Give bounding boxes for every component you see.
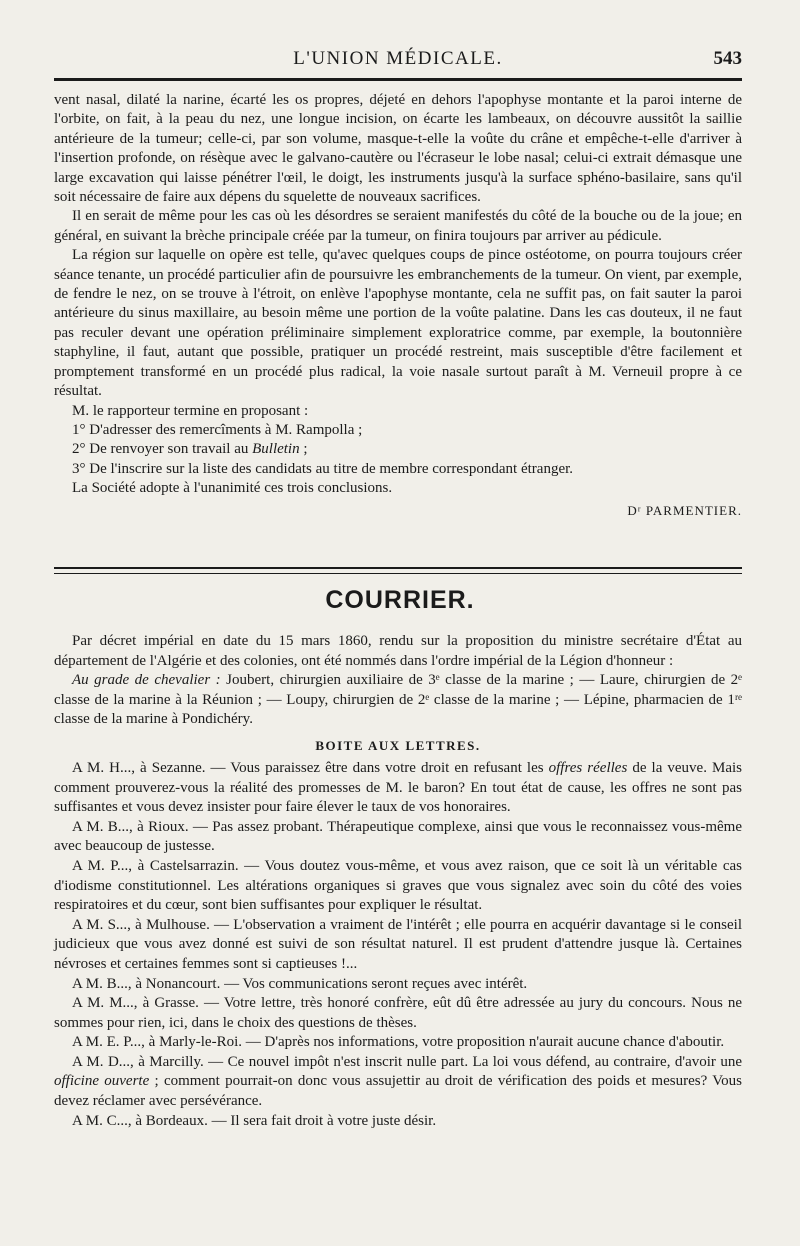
letter-mulhouse: A M. S..., à Mulhouse. — L'observation a vraiment de l'intérêt ; elle pourra en acquérir davantage si le conseil judicieux que vous avez donné est suivi de son résultat naturel. Il est prudent d'attendre jusque là. Certaines névroses et certaines femmes sont si captieuses !... (54, 916, 742, 972)
grade-paragraph: Au grade de chevalier : Joubert, chirurgien auxiliaire de 3ᵉ classe de la marine ; — Laure, chirurgien de 2ᵉ classe de la marine à la Réunion ; — Loupy, chirurgien de 2ᵉ classe de la marine ; — Lépine, pharmacien de 1ʳᵉ classe de la marine à Pondichéry. (54, 672, 742, 728)
officine-italic: officine ouverte (54, 1073, 150, 1090)
report-paragraph-1: vent nasal, dilaté la narine, écarté les os propres, déjeté en dehors l'apophyse montante et la paroi interne de l'orbite, on fait, à la peau du nez, une longue incision, on écarte les lambeaux, on découvre aussitôt la saillie antérieure de la tumeur; celle-ci, par son volume, masque-t-elle la voûte du crâne et empêche-t-elle d'arriver à l'insertion profonde, on résèque avec le galvano-cautère ou l'écraseur le lobe nasal; celui-ci extrait démasque une large excavation qui laisse pénétrer l'œil, le doigt, les instruments jusqu'à la surface sphéno-basilaire, sans qu'il soit nécessaire de faire aux dépens du squelette de nouveaux sacrifices. (54, 92, 742, 206)
header-rule (54, 78, 742, 81)
letter-sezanne: A M. H..., à Sezanne. — Vous paraissez être dans votre droit en refusant les offres réelles de la veuve. Mais comment prouverez-vous la réalité des promesses de M. le baron? En tout état de cause, les offres ne sont pas suffisantes et vous devez insister pour faire élever le taux de vos honoraires. (54, 759, 742, 816)
courrier-section (54, 632, 742, 1131)
report-proposal-intro: M. le rapporteur termine en proposant : (72, 402, 309, 419)
letter-nonancourt: A M. B..., à Nonancourt. — Vos communications seront reçues avec intérêt. (72, 975, 528, 992)
section-rule-thin (54, 573, 742, 574)
section-rule (54, 567, 742, 569)
boite-heading: BOITE AUX LETTRES. (315, 737, 481, 753)
signature: Dʳ PARMENTIER. (627, 502, 742, 518)
report-paragraph-2: Il en serait de même pour les cas où les désordres se seraient manifestés du côté de la bouche ou de la joue; en général, en suivant la brèche principale créée par la tumeur, on finira toujours par arriver au pédicule. (54, 208, 742, 244)
letter-bordeaux: A M. C..., à Bordeaux. — Il sera fait droit à votre juste désir. (72, 1112, 437, 1129)
grade-label: Au grade de chevalier : (72, 672, 221, 689)
letter-rioux: A M. B..., à Rioux. — Pas assez probant. Thérapeutique complexe, ainsi que vous le reconnaissez vous-même avec beaucoup de justesse. (54, 818, 742, 855)
letter-marcilly: A M. D..., à Marcilly. — Ce nouvel impôt n'est inscrit nulle part. La loi vous défend, au contraire, d'avoir une officine ouverte ; comment pourrait-on donc vous assujettir au droit de vérification des poids et mesures? Vous devez réclamer avec persévérance. (54, 1053, 742, 1110)
report-section (54, 91, 742, 519)
bulletin-italic: Bulletin (252, 441, 300, 458)
report-proposal-2: 2° De renvoyer son travail au Bulletin ; (72, 441, 308, 458)
letter-grasse: A M. M..., à Grasse. — Votre lettre, très honoré confrère, eût dû être adressée au jury du concours. Nous ne sommes pour rien, ici, dans le choix des questions de thèses. (54, 995, 742, 1031)
report-proposal-3: 3° De l'inscrire sur la liste des candidats au titre de membre correspondant étranger. (72, 460, 574, 477)
courrier-heading: COURRIER. (325, 586, 475, 614)
journal-title: L'UNION MÉDICALE. (293, 48, 503, 69)
report-adoption: La Société adopte à l'unanimité ces trois conclusions. (72, 480, 393, 497)
report-proposal-1: 1° D'adresser des remercîments à M. Rampolla ; (72, 421, 363, 438)
report-paragraph-3: La région sur laquelle on opère est telle, qu'avec quelques coups de pince ostéotome, on pourra toujours créer séance tenante, un procédé particulier afin de poursuivre les embranchements de la tumeur. On vient, par exemple, de fendre le nez, on se trouve à l'étroit, on enlève l'apophyse montante, cela ne suffit pas, on fait sauter la paroi antérieure du sinus maxillaire, au besoin même une portion de la voûte palatine. Dans les cas douteux, il ne faut pas reculer devant une opération préliminaire simplement exploratrice comme, par exemple, la boutonnière staphyline, il faut, autant que possible, pratiquer un procédé restreint, mais susceptible d'être facilement et promptement transformé en un procédé plus radical, la voie nasale surtout paraît à M. Verneuil propre à ce résultat. (54, 247, 742, 400)
decree-paragraph: Par décret impérial en date du 15 mars 1860, rendu sur la proposition du ministre secrétaire d'État au département de l'Algérie et des colonies, ont été nommés dans l'ordre impérial de la Légion d'honneur : (54, 633, 742, 669)
letter-castelsarrazin: A M. P..., à Castelsarrazin. — Vous doutez vous-même, et vous avez raison, que ce soit là un véritable cas d'iodisme constitutionnel. Les altérations organiques si graves que vous signalez avec soin du côté des voies respiratoires et du cœur, sont bien suffisantes pour expliquer le résultat. (54, 857, 742, 914)
page-header (54, 44, 742, 74)
offres-reelles-italic: offres réelles (548, 759, 628, 776)
letter-marly: A M. E. P..., à Marly-le-Roi. — D'après nos informations, votre proposition n'aurait aucune chance d'aboutir. (72, 1034, 725, 1051)
page-number: 543 (713, 48, 742, 69)
